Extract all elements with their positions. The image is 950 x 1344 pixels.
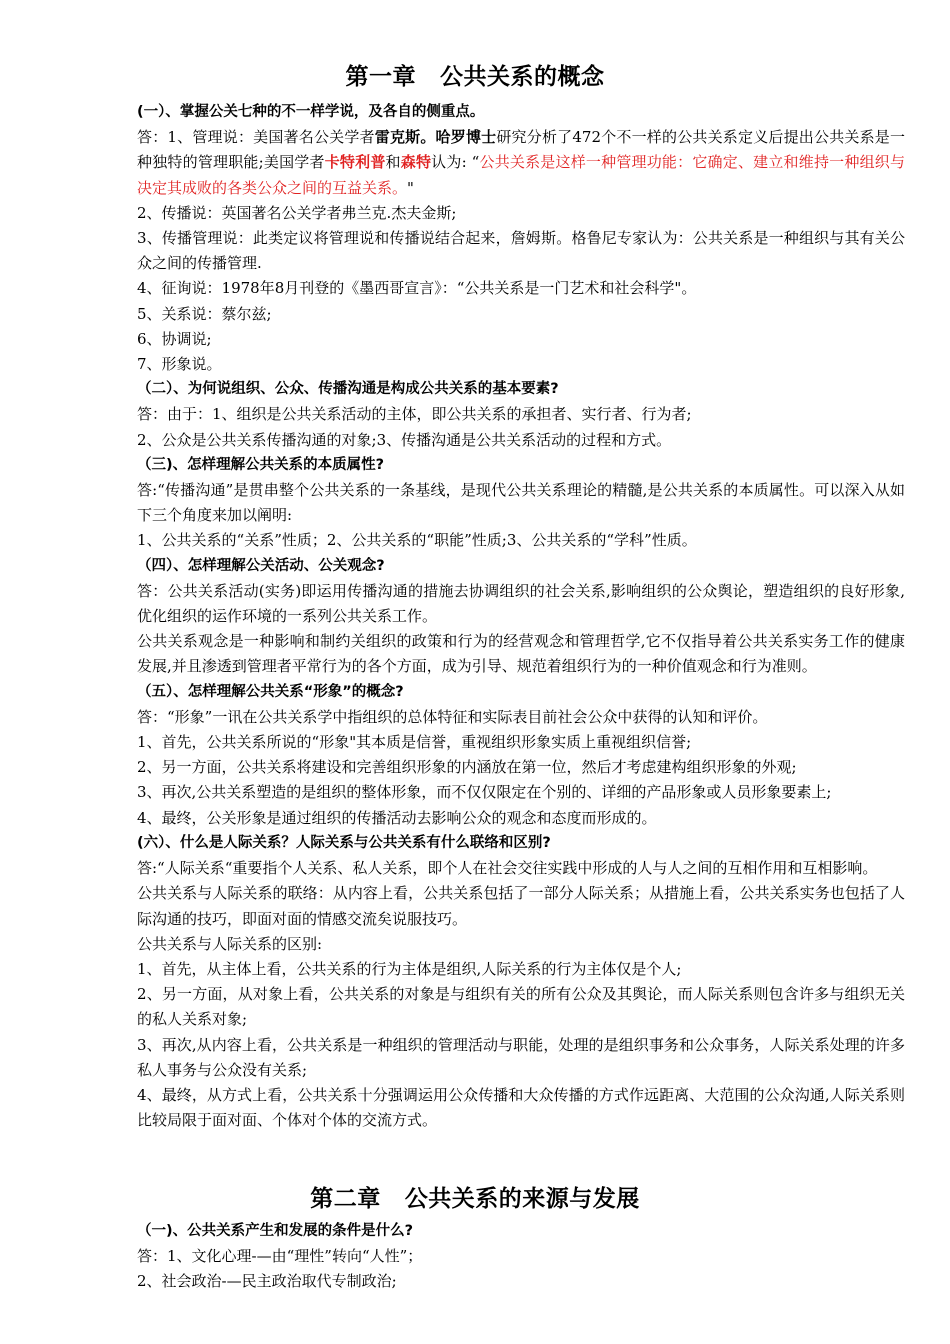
answer-line: 答：1、文化心理-—由“理性”转向“人性”； [137, 1247, 423, 1266]
highlight-name: 卡特利普 [324, 153, 386, 172]
answer-line: 2、传播说：英国著名公关学者弗兰克.杰夫金斯; [137, 203, 457, 222]
answer-paragraph: 4、最终，从方式上看，公共关系十分强调运用公众传播和大众传播的方式作远距离、大范围的公众沟通,人际关系则比较局限于面对面、个体对个体的交流方式。 [137, 1085, 905, 1130]
answer-paragraph: 答：1、管理说：美国著名公关学者雷克斯。哈罗博士研究分析了472个不一样的公共关系定义后提出公共关系是一种独特的管理职能;美国学者卡特利普和森特认为: “公共关系是这样一种管理功能：它确定、建立和维持一种组织与决定其成败的各类公众之间的互益关系。" [137, 128, 905, 197]
chapter-1-label: 第一章 [345, 64, 416, 90]
answer-line: 3、再次,公共关系塑造的是组织的整体形象，而不仅仅限定在个别的、详细的产品形象或人员形象要素上; [137, 783, 832, 802]
question-heading: (一）、掌握公关七种的不一样学说，及各自的侧重点。 [137, 104, 485, 120]
question-heading: （二）、为何说组织、公众、传播沟通是构成公共关系的基本要素? [137, 381, 559, 398]
bold-name: 雷克斯。哈罗博士 [374, 128, 497, 147]
answer-line: 答：由于：1、组织是公共关系活动的主体，即公共关系的承担者、实行者、行为者; [137, 405, 692, 424]
chapter-1-body [137, 100, 905, 1133]
chapter-1-heading [0, 58, 950, 91]
answer-line: 4、最终，公关形象是通过组织的传播活动去影响公众的观念和态度而形成的。 [137, 808, 657, 827]
answer-paragraph: 答：公共关系活动(实务)即运用传播沟通的措施去协调组织的社会关系,影响组织的公众舆论，塑造组织的良好形象,优化组织的运作环境的一系列公共关系工作。 [137, 581, 905, 626]
question-heading: （五）、怎样理解公共关系“形象”的概念? [137, 683, 404, 700]
answer-line: 1、公共关系的“关系”性质；2、公共关系的“职能”性质;3、公共关系的“学科”性质。 [137, 531, 697, 550]
chapter-2-label: 第二章 [310, 1186, 381, 1212]
answer-line: 1、首先，公共关系所说的“形象"其本质是信誉，重视组织形象实质上重视组织信誉; [137, 733, 692, 752]
answer-paragraph: 答:“传播沟通”是贯串整个公共关系的一条基线，是现代公共关系理论的精髓,是公共关系的本质属性。可以深入从如下三个角度来加以阐明: [137, 481, 905, 525]
answer-line: 3、传播管理说：此类定议将管理说和传播说结合起来，詹姆斯。格鲁尼专家认为：公共关系是一种组织与其有关公众之间的传播管理. [137, 229, 905, 273]
answer-line: 2、社会政治-—民主政治取代专制政治; [137, 1272, 397, 1291]
highlight-name: 森特 [400, 153, 432, 172]
question-heading: （一)、公共关系产生和发展的条件是什么? [137, 1223, 414, 1239]
question-heading: （三)、怎样理解公共关系的本质属性? [137, 456, 385, 473]
answer-line: 7、形象说。 [137, 355, 222, 374]
highlight-quote: 公共关系是这样一种管理功能：它确定、建立和维持一种组织与决定其成败的各类公众之间的互益关系。 [137, 153, 905, 197]
answer-paragraph: 3、再次,从内容上看，公共关系是一种组织的管理活动与职能，处理的是组织事务和公众事务，人际关系处理的许多私人事务与公众没有关系; [137, 1035, 905, 1079]
chapter-2-body [137, 1219, 905, 1295]
answer-line: 4、征询说：1978年8月刊登的《墨西哥宣言》：“公共关系是一门艺术和社会科学"。 [137, 279, 697, 298]
answer-paragraph: 公共关系与人际关系的联络：从内容上看，公共关系包括了一部分人际关系；从措施上看，公共关系实务也包括了人际沟通的技巧，即面对面的情感交流矣说服技巧。 [137, 884, 905, 928]
answer-paragraph: 公共关系观念是一种影响和制约关组织的政策和行为的经营观念和管理哲学,它不仅指导着公共关系实务工作的健康发展,并且渗透到管理者平常行为的各个方面，成为引导、规范着组织行为的一种价值观念和行为准则。 [137, 632, 905, 676]
chapter-2-heading [0, 1180, 950, 1213]
answer-line: 公共关系与人际关系的区别: [137, 934, 323, 953]
answer-line: 2、另一方面，公共关系将建设和完善组织形象的内涵放在第一位，然后才考虑建构组织形象的外观; [137, 758, 797, 777]
answer-paragraph: 答:“人际关系“重要指个人关系、私人关系，即个人在社会交往实践中形成的人与人之间的互相作用和互相影响。 [137, 859, 878, 878]
chapter-1-title: 公共关系的概念 [440, 64, 605, 90]
answer-line: 2、公众是公共关系传播沟通的对象;3、传播沟通是公共关系活动的过程和方式。 [137, 430, 672, 449]
answer-line: 6、协调说; [137, 329, 212, 348]
answer-line: 答：“形象”一讯在公共关系学中指组织的总体特征和实际表目前社会公众中获得的认知和评价。 [137, 707, 768, 726]
question-heading: （四）、怎样理解公关活动、公关观念? [137, 557, 385, 574]
answer-line: 1、首先，从主体上看，公共关系的行为主体是组织,人际关系的行为主体仅是个人; [137, 959, 682, 978]
answer-paragraph: 2、另一方面，从对象上看，公共关系的对象是与组织有关的所有公众及其舆论，而人际关系则包含许多与组织无关的私人关系对象; [137, 985, 905, 1029]
question-heading: (六）、什么是人际关系？人际关系与公共关系有什么联络和区别? [137, 834, 551, 851]
chapter-2-title: 公共关系的来源与发展 [404, 1186, 640, 1212]
answer-line: 5、关系说：蔡尔兹; [137, 304, 272, 323]
